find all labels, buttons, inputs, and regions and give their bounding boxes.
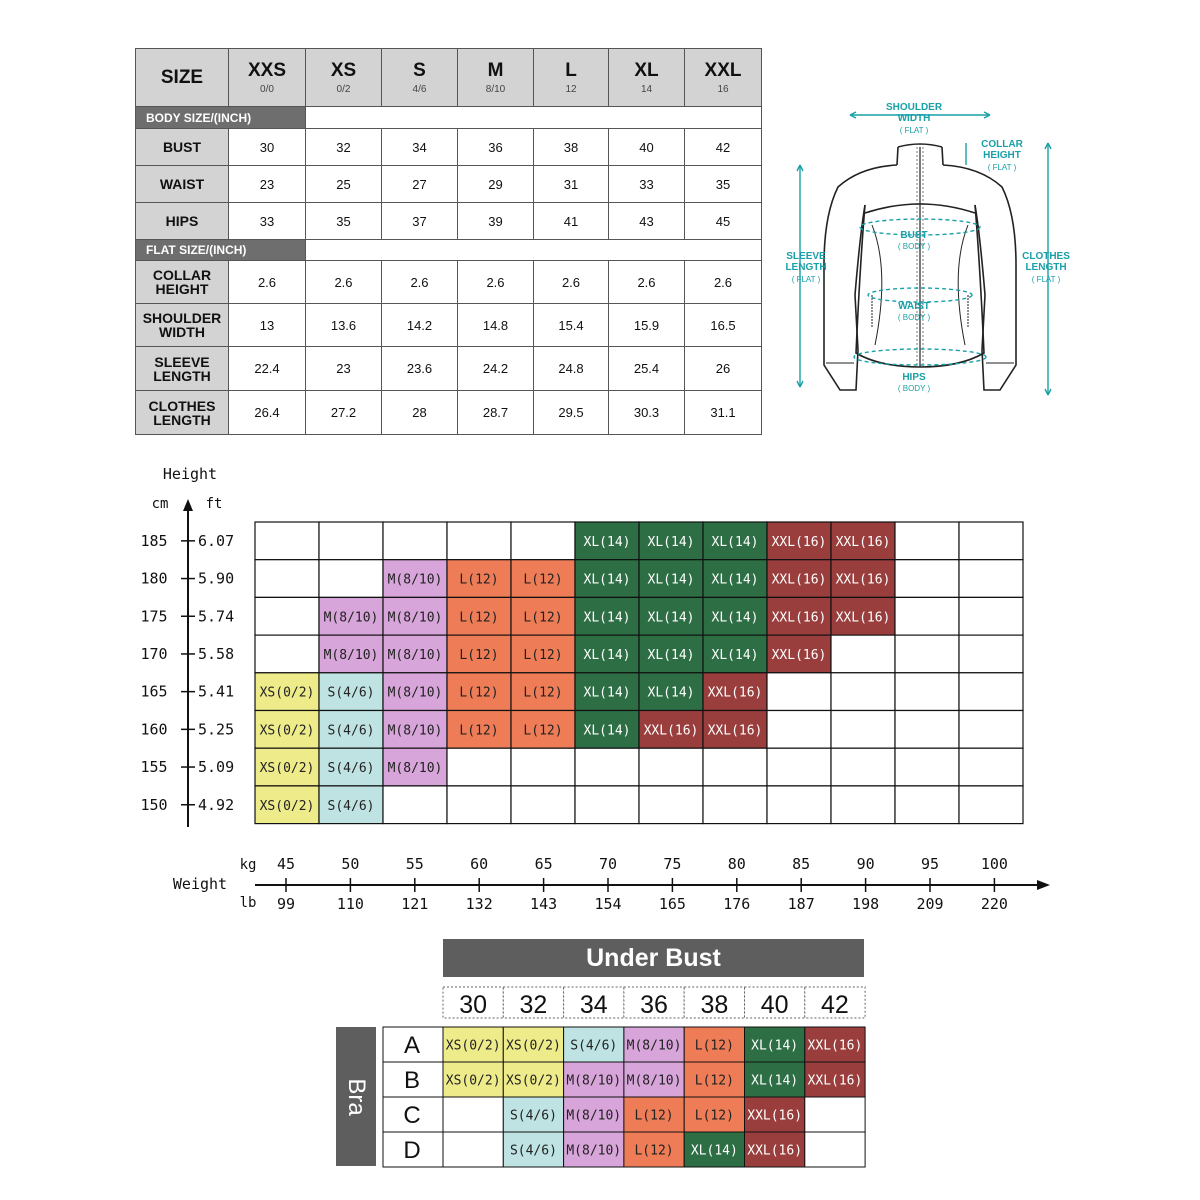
- x-tick-label-kg: 55: [405, 855, 424, 873]
- label-clothes-length-2: LENGTH: [1025, 262, 1067, 273]
- table-cell: 32: [306, 129, 382, 166]
- label-sleeve-length: SLEEVE: [786, 251, 826, 262]
- table-cell: 35: [306, 203, 382, 240]
- label-shoulder-note: ( FLAT ): [899, 126, 929, 135]
- table-cell: 2.6: [382, 261, 458, 304]
- jacket-drawing: [824, 144, 1016, 390]
- grid-cell-label: XXL(16): [707, 685, 763, 701]
- grid-cell-label: XS(0/2): [259, 723, 315, 739]
- grid-cell: [703, 786, 767, 824]
- y-tick-label-ft: 5.25: [198, 720, 235, 739]
- x-tick-label-lb: 143: [530, 895, 558, 913]
- label-shoulder-width-2: WIDTH: [897, 113, 931, 124]
- grid-cell-label: XL(14): [583, 610, 631, 626]
- grid-cell-label: L(12): [459, 685, 499, 701]
- x-tick-label-kg: 95: [920, 855, 940, 873]
- table-cell: 13: [229, 304, 306, 347]
- table-cell: 29.5: [534, 391, 609, 435]
- grid-cell-label: M(8/10): [387, 685, 443, 701]
- table-cell: 2.6: [534, 261, 609, 304]
- bra-cell-label: L(12): [694, 1108, 734, 1124]
- grid-cell-label: S(4/6): [327, 761, 375, 777]
- table-row: [136, 129, 762, 166]
- x-axis-arrow: [1037, 880, 1050, 890]
- grid-cell: [895, 635, 959, 673]
- section-spacer: [306, 107, 762, 129]
- label-sleeve-length-2: LENGTH: [785, 262, 827, 273]
- size-header-row: [136, 49, 762, 107]
- cup-label: C: [403, 1102, 421, 1129]
- grid-cell-label: L(12): [459, 647, 499, 663]
- jacket-measurement-diagram: [780, 95, 1080, 415]
- label-clothes-length: CLOTHES: [1022, 251, 1070, 262]
- bra-cell-label: XS(0/2): [506, 1073, 561, 1089]
- y-axis-title: Height: [162, 465, 218, 483]
- x-tick-label-kg: 70: [598, 855, 618, 873]
- grid-cell: [895, 597, 959, 635]
- row-label-collar-height: COLLAR HEIGHT: [136, 261, 229, 304]
- label-sleeve-note: ( FLAT ): [791, 275, 821, 284]
- grid-cell: [895, 522, 959, 560]
- bra-cell: [805, 1132, 865, 1167]
- x-tick-label-lb: 220: [980, 895, 1008, 913]
- grid-cell-label: M(8/10): [323, 610, 379, 626]
- under-bust-title: Under Bust: [443, 939, 864, 977]
- grid-cell: [511, 786, 575, 824]
- table-cell: 15.4: [534, 304, 609, 347]
- grid-cell: [959, 711, 1023, 749]
- bra-cell-label: XS(0/2): [506, 1038, 561, 1054]
- grid-cell: [447, 522, 511, 560]
- grid-cell: [959, 673, 1023, 711]
- grid-cell: [575, 786, 639, 824]
- grid-cell-label: M(8/10): [387, 647, 443, 663]
- table-cell: 2.6: [229, 261, 306, 304]
- grid-cell-label: XL(14): [711, 534, 759, 550]
- grid-cell: [255, 560, 319, 598]
- bra-cell-label: M(8/10): [566, 1073, 622, 1089]
- flat-section-label: FLAT SIZE/(INCH): [136, 240, 306, 261]
- grid-cell: [831, 786, 895, 824]
- table-cell: 2.6: [609, 261, 685, 304]
- cup-label: D: [403, 1137, 421, 1164]
- grid-cell: [383, 786, 447, 824]
- bra-size-chart: [0, 935, 1200, 1175]
- grid-cell-label: XL(14): [711, 610, 759, 626]
- x-tick-label-lb: 165: [658, 895, 686, 913]
- grid-cell: [959, 786, 1023, 824]
- grid-cell-label: L(12): [459, 610, 499, 626]
- height-weight-chart: [0, 455, 1200, 925]
- table-cell: 16.5: [685, 304, 762, 347]
- table-cell: 27: [382, 166, 458, 203]
- under-bust-value: 38: [700, 991, 729, 1019]
- grid-cell-label: XXL(16): [835, 534, 891, 550]
- y-unit-right: ft: [205, 496, 223, 512]
- grid-cell-label: L(12): [459, 572, 499, 588]
- size-col-l: L 12: [534, 49, 609, 107]
- grid-cell: [831, 635, 895, 673]
- y-tick-label-cm: 180: [140, 569, 168, 588]
- table-cell: 24.2: [458, 347, 534, 391]
- x-tick-label-kg: 45: [276, 855, 296, 873]
- x-tick-label-lb: 198: [852, 895, 880, 913]
- table-cell: 14.2: [382, 304, 458, 347]
- grid-cell: [575, 748, 639, 786]
- bra-cell: [805, 1097, 865, 1132]
- grid-cell: [511, 522, 575, 560]
- grid-cell-label: XXL(16): [643, 723, 699, 739]
- x-tick-label-kg: 80: [727, 855, 746, 873]
- bra-cell-label: XL(14): [690, 1143, 738, 1159]
- bra-cell-label: M(8/10): [566, 1143, 622, 1159]
- x-tick-label-lb: 176: [723, 895, 751, 913]
- table-cell: 39: [458, 203, 534, 240]
- grid-cell-label: XXL(16): [707, 723, 763, 739]
- grid-cell: [895, 786, 959, 824]
- table-row: [136, 166, 762, 203]
- y-tick-label-cm: 170: [140, 644, 168, 663]
- table-row: [136, 304, 762, 347]
- bra-cell-label: S(4/6): [570, 1038, 618, 1054]
- table-cell: 33: [229, 203, 306, 240]
- table-cell: 35: [685, 166, 762, 203]
- table-cell: 31.1: [685, 391, 762, 435]
- table-row: [136, 347, 762, 391]
- x-tick-label-kg: 50: [341, 855, 360, 873]
- grid-cell-label: XL(14): [647, 572, 695, 588]
- table-cell: 2.6: [306, 261, 382, 304]
- body-section-label: BODY SIZE/(INCH): [136, 107, 306, 129]
- grid-cell: [511, 748, 575, 786]
- row-label-bust: BUST: [136, 129, 229, 166]
- grid-cell: [895, 748, 959, 786]
- y-tick-label-ft: 5.41: [198, 682, 235, 701]
- size-col-xs: XS 0/2: [306, 49, 382, 107]
- table-row: [136, 203, 762, 240]
- bra-grid: [0, 935, 1200, 1175]
- bra-cell-label: XS(0/2): [445, 1038, 501, 1054]
- table-cell: 29: [458, 166, 534, 203]
- x-tick-label-lb: 121: [401, 895, 429, 913]
- x-tick-label-kg: 85: [792, 855, 811, 873]
- chart-cells: [255, 522, 1023, 824]
- y-tick-label-ft: 5.90: [198, 569, 235, 588]
- table-cell: 15.9: [609, 304, 685, 347]
- table-cell: 26: [685, 347, 762, 391]
- x-tick-label-lb: 154: [594, 895, 622, 913]
- y-tick-label-ft: 5.74: [198, 607, 235, 626]
- x-tick-label-lb: 187: [787, 895, 815, 913]
- size-col-xl: XL 14: [609, 49, 685, 107]
- grid-cell-label: XXL(16): [771, 534, 827, 550]
- bra-cell: [443, 1132, 503, 1167]
- bra-cell-label: S(4/6): [509, 1108, 557, 1124]
- grid-cell-label: L(12): [523, 723, 563, 739]
- size-title: SIZE: [136, 49, 229, 107]
- grid-cell: [255, 635, 319, 673]
- y-tick-label-cm: 165: [140, 682, 168, 701]
- x-unit-bottom: lb: [239, 895, 257, 911]
- grid-cell-label: XS(0/2): [259, 798, 315, 814]
- row-label-clothes-length: CLOTHES LENGTH: [136, 391, 229, 435]
- label-hips-note: ( BODY ): [897, 384, 931, 393]
- table-cell: 41: [534, 203, 609, 240]
- grid-cell-label: L(12): [523, 610, 563, 626]
- y-tick-label-ft: 5.09: [198, 758, 235, 777]
- grid-cell-label: XXL(16): [771, 610, 827, 626]
- grid-cell: [383, 522, 447, 560]
- bra-cell-label: XS(0/2): [445, 1073, 501, 1089]
- row-label-sleeve-length: SLEEVE LENGTH: [136, 347, 229, 391]
- grid-cell: [767, 673, 831, 711]
- x-tick-label-kg: 90: [856, 855, 875, 873]
- bra-cell-label: XXL(16): [747, 1108, 803, 1124]
- grid-cell-label: L(12): [523, 572, 563, 588]
- table-cell: 23: [229, 166, 306, 203]
- cup-label: B: [403, 1067, 421, 1094]
- grid-cell-label: XL(14): [647, 685, 695, 701]
- bra-cell-label: M(8/10): [626, 1073, 682, 1089]
- grid-cell: [639, 786, 703, 824]
- bra-cell: [443, 1097, 503, 1132]
- label-clothes-note: ( FLAT ): [1031, 275, 1061, 284]
- bra-cell-label: L(12): [634, 1143, 674, 1159]
- table-cell: 26.4: [229, 391, 306, 435]
- under-bust-value: 40: [760, 991, 789, 1019]
- table-cell: 27.2: [306, 391, 382, 435]
- grid-cell: [831, 711, 895, 749]
- grid-cell-label: M(8/10): [387, 572, 443, 588]
- grid-cell-label: XL(14): [711, 647, 759, 663]
- table-cell: 25: [306, 166, 382, 203]
- x-tick-label-lb: 110: [336, 895, 364, 913]
- table-cell: 42: [685, 129, 762, 166]
- grid-cell-label: XL(14): [711, 572, 759, 588]
- grid-cell-label: S(4/6): [327, 723, 375, 739]
- bra-cell-label: XL(14): [751, 1073, 799, 1089]
- grid-cell: [959, 522, 1023, 560]
- row-label-waist: WAIST: [136, 166, 229, 203]
- table-cell: 31: [534, 166, 609, 203]
- size-col-m: M 8/10: [458, 49, 534, 107]
- table-row: [136, 261, 762, 304]
- y-tick-label-cm: 185: [140, 531, 168, 550]
- y-tick-label-ft: 5.58: [198, 644, 235, 663]
- x-tick-label-lb: 99: [276, 895, 296, 913]
- grid-cell-label: XL(14): [583, 572, 631, 588]
- grid-cell-label: XXL(16): [771, 647, 827, 663]
- y-tick-label-cm: 150: [140, 795, 168, 814]
- grid-cell: [447, 748, 511, 786]
- grid-cell: [895, 560, 959, 598]
- table-cell: 28: [382, 391, 458, 435]
- grid-cell: [959, 748, 1023, 786]
- y-tick-label-cm: 175: [140, 607, 168, 626]
- label-collar-height: COLLAR: [981, 139, 1023, 150]
- size-col-xxl: XXL 16: [685, 49, 762, 107]
- grid-cell-label: XL(14): [583, 723, 631, 739]
- table-cell: 24.8: [534, 347, 609, 391]
- under-bust-value: 30: [459, 991, 488, 1019]
- bra-cell-label: L(12): [634, 1108, 674, 1124]
- table-cell: 33: [609, 166, 685, 203]
- label-waist-note: ( BODY ): [897, 313, 931, 322]
- table-cell: 22.4: [229, 347, 306, 391]
- grid-cell-label: XXL(16): [835, 572, 891, 588]
- table-cell: 45: [685, 203, 762, 240]
- grid-cell: [959, 560, 1023, 598]
- label-bust: BUST: [900, 230, 928, 241]
- grid-cell-label: XL(14): [647, 610, 695, 626]
- label-collar-height-2: HEIGHT: [983, 150, 1021, 161]
- table-cell: 28.7: [458, 391, 534, 435]
- table-cell: 38: [534, 129, 609, 166]
- cup-label: A: [403, 1032, 421, 1059]
- grid-cell-label: L(12): [523, 685, 563, 701]
- under-bust-value: 34: [579, 991, 608, 1019]
- y-tick-label-cm: 160: [140, 720, 168, 739]
- x-tick-label-kg: 65: [534, 855, 553, 873]
- grid-cell-label: L(12): [523, 647, 563, 663]
- grid-cell-label: XL(14): [647, 534, 695, 550]
- bra-cell-label: S(4/6): [509, 1143, 557, 1159]
- x-axis-title: Weight: [172, 875, 228, 893]
- grid-cell: [959, 597, 1023, 635]
- body-section-row: [136, 107, 762, 129]
- table-cell: 30.3: [609, 391, 685, 435]
- grid-cell-label: XXL(16): [835, 610, 891, 626]
- table-cell: 14.8: [458, 304, 534, 347]
- x-unit-top: kg: [239, 857, 257, 873]
- grid-cell: [959, 635, 1023, 673]
- under-bust-value: 42: [821, 991, 849, 1019]
- size-col-xxs: XXS 0/0: [229, 49, 306, 107]
- grid-cell: [447, 786, 511, 824]
- x-tick-label-kg: 75: [663, 855, 682, 873]
- grid-cell-label: XXL(16): [771, 572, 827, 588]
- row-label-shoulder-width: SHOULDER WIDTH: [136, 304, 229, 347]
- table-cell: 36: [458, 129, 534, 166]
- y-tick-label-ft: 4.92: [198, 795, 235, 814]
- table-cell: 43: [609, 203, 685, 240]
- bra-cell-label: XXL(16): [747, 1143, 803, 1159]
- table-cell: 40: [609, 129, 685, 166]
- x-tick-label-kg: 60: [470, 855, 489, 873]
- grid-cell: [767, 711, 831, 749]
- grid-cell-label: M(8/10): [387, 761, 443, 777]
- grid-cell: [831, 748, 895, 786]
- grid-cell: [319, 560, 383, 598]
- table-row: [136, 391, 762, 435]
- grid-cell-label: XS(0/2): [259, 685, 315, 701]
- grid-cell: [895, 711, 959, 749]
- under-bust-value: 32: [519, 991, 548, 1019]
- grid-cell: [255, 597, 319, 635]
- under-bust-value: 36: [640, 991, 668, 1019]
- y-axis-arrow: [183, 499, 193, 511]
- table-cell: 34: [382, 129, 458, 166]
- table-cell: 37: [382, 203, 458, 240]
- x-tick-label-lb: 209: [916, 895, 944, 913]
- grid-cell: [767, 748, 831, 786]
- y-tick-label-cm: 155: [140, 758, 168, 777]
- grid-cell-label: M(8/10): [387, 610, 443, 626]
- table-cell: 2.6: [685, 261, 762, 304]
- bra-cell-label: L(12): [694, 1073, 734, 1089]
- grid-cell-label: M(8/10): [323, 647, 379, 663]
- bra-cell-label: XL(14): [751, 1038, 799, 1054]
- x-tick-label-kg: 100: [980, 855, 1008, 873]
- grid-cell-label: S(4/6): [327, 798, 375, 814]
- bra-cell-label: XXL(16): [807, 1038, 863, 1054]
- bra-cell-label: XXL(16): [807, 1073, 863, 1089]
- grid-cell-label: XL(14): [583, 534, 631, 550]
- grid-cell-label: XS(0/2): [259, 761, 315, 777]
- section-spacer: [306, 240, 762, 261]
- table-cell: 30: [229, 129, 306, 166]
- x-tick-label-lb: 132: [465, 895, 493, 913]
- grid-cell-label: S(4/6): [327, 685, 375, 701]
- grid-cell: [639, 748, 703, 786]
- bra-cell-label: M(8/10): [626, 1038, 682, 1054]
- bra-cell-label: L(12): [694, 1038, 734, 1054]
- label-collar-note: ( FLAT ): [987, 163, 1017, 172]
- label-bust-note: ( BODY ): [897, 242, 931, 251]
- row-label-hips: HIPS: [136, 203, 229, 240]
- label-shoulder-width: SHOULDER: [885, 102, 943, 113]
- grid-cell-label: L(12): [459, 723, 499, 739]
- grid-cell-label: XL(14): [583, 647, 631, 663]
- label-waist: WAIST: [898, 301, 930, 312]
- y-tick-label-ft: 6.07: [198, 531, 235, 550]
- table-cell: 2.6: [458, 261, 534, 304]
- grid-cell: [703, 748, 767, 786]
- grid-cell: [319, 522, 383, 560]
- table-cell: 13.6: [306, 304, 382, 347]
- grid-cell: [831, 673, 895, 711]
- grid-cell: [255, 522, 319, 560]
- bra-cell-label: M(8/10): [566, 1108, 622, 1124]
- grid-cell-label: M(8/10): [387, 723, 443, 739]
- y-unit-left: cm: [151, 496, 169, 512]
- bra-side-text: Bra: [343, 1077, 370, 1116]
- table-cell: 25.4: [609, 347, 685, 391]
- size-col-s: S 4/6: [382, 49, 458, 107]
- grid-cell-label: XL(14): [647, 647, 695, 663]
- size-table: [135, 48, 762, 435]
- label-hips: HIPS: [902, 372, 926, 383]
- grid-cell-label: XL(14): [583, 685, 631, 701]
- grid-cell: [767, 786, 831, 824]
- grid-cell: [895, 673, 959, 711]
- table-cell: 23: [306, 347, 382, 391]
- table-cell: 23.6: [382, 347, 458, 391]
- flat-section-row: [136, 240, 762, 261]
